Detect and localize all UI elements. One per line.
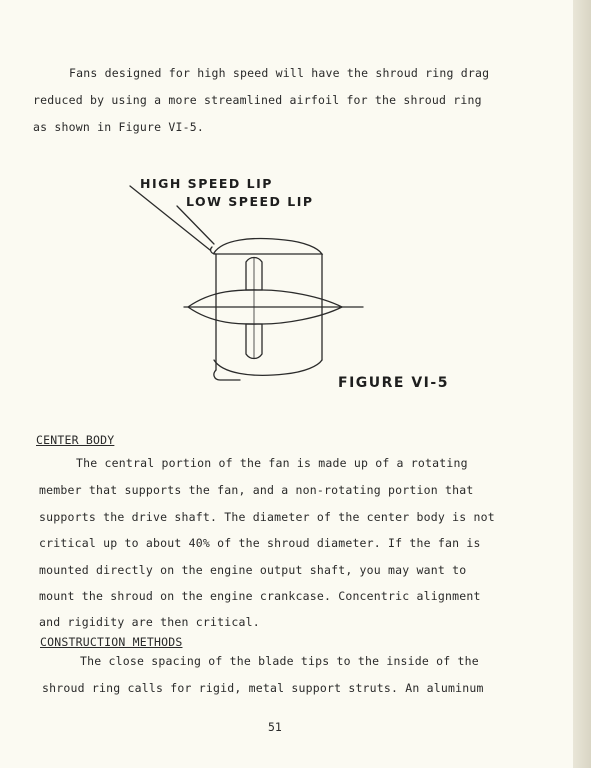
intro-line-1: Fans designed for high speed will have the shroud ring drag [69,66,490,80]
bottom-lip [214,370,240,380]
construction-line-1: The close spacing of the blade tips to the inside of the [80,654,479,668]
center-body-line-3: supports the drive shaft. The diameter of the center body is not [39,510,495,524]
high-speed-lip-label: HIGH SPEED LIP [140,176,273,191]
construction-methods-heading: CONSTRUCTION METHODS [40,635,183,649]
center-body-line-5: mounted directly on the engine output shaft, you may want to [39,563,467,577]
center-body-line-7: and rigidity are then critical. [39,615,260,629]
construction-line-2: shroud ring calls for rigid, metal support struts. An aluminum [42,681,484,695]
bottom-shroud-airfoil [214,360,322,375]
page-edge [573,0,591,768]
center-body-line-1: The central portion of the fan is made up of a rotating [76,456,468,470]
center-body-line-6: mount the shroud on the engine crankcase. Concentric alignment [39,589,481,603]
page-number: 51 [268,720,282,734]
low-speed-lip-label: LOW SPEED LIP [186,194,314,209]
center-body-line-2: member that supports the fan, and a non-rotating portion that [39,483,474,497]
intro-line-3: as shown in Figure VI-5. [33,120,204,134]
figure-caption: FIGURE VI-5 [338,375,449,391]
center-body-line-4: critical up to about 40% of the shroud diameter. If the fan is [39,536,481,550]
center-body-heading: CENTER BODY [36,433,115,447]
intro-line-2: reduced by using a more streamlined airfoil for the shroud ring [33,93,482,107]
top-shroud-airfoil [214,239,322,254]
